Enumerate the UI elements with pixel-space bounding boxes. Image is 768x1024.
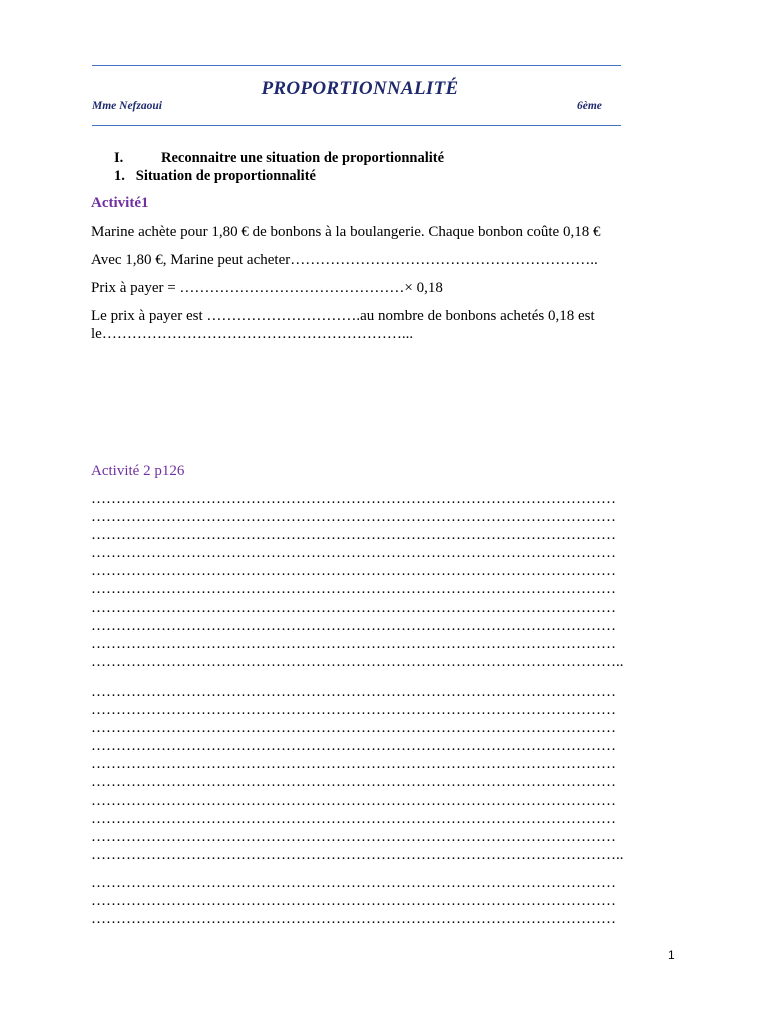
subsection-title: 1. Situation de proportionnalité [114,168,316,184]
answer-lines-block-1 [91,490,691,671]
answer-line: …………………………………………………………………………………………… [91,684,616,700]
answer-line: …………………………………………………………………………………………… [91,545,616,562]
activity1-line2: Avec 1,80 €, Marine peut acheter…………………………………………………….. [91,252,598,268]
answer-line: …………………………………………………………………………………………… [91,509,616,526]
answer-line: …………………………………………………………………………………………… [91,599,616,616]
page-title: PROPORTIONNALITÉ [261,78,459,99]
answer-line: …………………………………………………………………………………………… [91,875,616,891]
header-top-rule [92,65,621,66]
answer-line: …………………………………………………………………………………………… [91,911,616,928]
answer-line: …………………………………………………………………………………………… [91,893,616,910]
activity1-line4: Le prix à payer est ………………………….au nombre de bonbons achetés 0,18 est [91,308,595,324]
answer-line: …………………………………………………………………………………………… [91,491,616,507]
answer-line: …………………………………………………………………………………………….. [91,846,624,863]
answer-line: …………………………………………………………………………………………… [91,828,616,845]
teacher-name: Mme Nefzaoui [92,100,162,112]
answer-line: …………………………………………………………………………………………….. [91,653,624,670]
answer-line: …………………………………………………………………………………………… [91,792,616,809]
header-bottom-rule [92,125,621,126]
activity1-line3: Prix à payer = ………………………………………× 0,18 [91,280,443,296]
answer-line: …………………………………………………………………………………………… [91,774,616,791]
answer-line: …………………………………………………………………………………………… [91,738,616,755]
page-number: 1 [668,948,675,962]
answer-lines-block-2 [91,683,691,864]
section-number: I. [114,150,124,166]
answer-line: …………………………………………………………………………………………… [91,617,616,634]
activity1-line5: le……………………………………………………... [91,326,414,342]
activity1-line1: Marine achète pour 1,80 € de bonbons à la boulangerie. Chaque bonbon coûte 0,18 € [91,224,601,240]
grade-label: 6ème [577,100,602,112]
answer-line: …………………………………………………………………………………………… [91,756,616,773]
answer-line: …………………………………………………………………………………………… [91,563,616,580]
answer-line: …………………………………………………………………………………………… [91,581,616,598]
activity2-label: Activité 2 p126 [91,463,185,479]
answer-line: …………………………………………………………………………………………… [91,635,616,652]
answer-line: …………………………………………………………………………………………… [91,720,616,737]
answer-lines-block-3 [91,874,691,928]
answer-line: …………………………………………………………………………………………… [91,810,616,827]
answer-line: …………………………………………………………………………………………… [91,527,616,544]
answer-line: …………………………………………………………………………………………… [91,702,616,719]
activity1-label: Activité1 [91,195,149,211]
section-title: Reconnaitre une situation de proportionnalité [161,150,445,166]
